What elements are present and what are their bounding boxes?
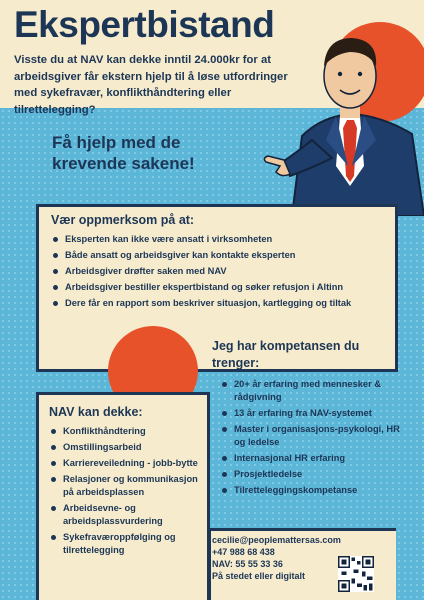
competence-list bbox=[212, 378, 402, 497]
competence-item: 20+ år erfaring med mennesker & rådgivning bbox=[220, 378, 402, 404]
competence-item: Master i organisasjons-psykologi, HR og ledelse bbox=[220, 423, 402, 449]
nav-covers-box bbox=[36, 392, 210, 600]
contact-email[interactable]: cecilie@peoplemattersas.com bbox=[212, 535, 341, 545]
nav-covers-item: Karriereveiledning - jobb-bytte bbox=[49, 457, 205, 470]
attention-item: Både ansatt og arbeidsgiver kan kontakte eksperten bbox=[51, 249, 393, 262]
nav-covers-list bbox=[49, 425, 205, 560]
page-title: Ekspertbistand bbox=[14, 4, 275, 45]
attention-item: Dere får en rapport som beskriver situasjon, kartlegging og tiltak bbox=[51, 297, 393, 310]
attention-list bbox=[51, 233, 393, 313]
nav-covers-item: Arbeidsevne- og arbeidsplassvurdering bbox=[49, 502, 205, 528]
competence-item: Internasjonal HR erfaring bbox=[220, 452, 402, 465]
intro-text: Visste du at NAV kan dekke inntil 24.000kr for at arbeidsgiver får ekstern hjelp til å løse utfordringer med sykefravær, konflikthåndtering eller tilrettelegging? bbox=[14, 54, 288, 116]
competence-item: Tilretteleggingskompetanse bbox=[220, 484, 402, 497]
competence-item: Prosjektledelse bbox=[220, 468, 402, 481]
attention-item: Arbeidsgiver drøfter saken med NAV bbox=[51, 265, 393, 278]
qr-code-icon[interactable] bbox=[338, 556, 374, 592]
businessman-pointing-illustration bbox=[262, 16, 424, 216]
contact-phone[interactable]: +47 988 68 438 bbox=[212, 547, 275, 557]
nav-covers-item: Relasjoner og kommunikasjon på arbeidsplassen bbox=[49, 473, 205, 499]
attention-item: Arbeidsgiver bestiller ekspertbistand og søker refusjon i Altinn bbox=[51, 281, 393, 294]
contact-info bbox=[212, 534, 342, 582]
competence-item: 13 år erfaring fra NAV-systemet bbox=[220, 407, 402, 420]
contact-nav-phone: NAV: 55 55 33 36 bbox=[212, 559, 283, 569]
subheading: Få hjelp med de krevende sakene! bbox=[52, 133, 195, 173]
attention-item: Eksperten kan ikke være ansatt i virksomheten bbox=[51, 233, 393, 246]
competence-section bbox=[212, 338, 402, 500]
contact-location: På stedet eller digitalt bbox=[212, 571, 306, 581]
nav-covers-item: Sykefraværoppfølging og tilrettelegging bbox=[49, 531, 205, 557]
attention-heading: Vær oppmerksom på at: bbox=[51, 213, 195, 227]
competence-heading: Jeg har kompetansen du trenger: bbox=[212, 339, 360, 370]
nav-covers-item: Omstillingsarbeid bbox=[49, 441, 205, 454]
nav-covers-heading: NAV kan dekke: bbox=[49, 405, 143, 419]
nav-covers-item: Konflikthåndtering bbox=[49, 425, 205, 438]
